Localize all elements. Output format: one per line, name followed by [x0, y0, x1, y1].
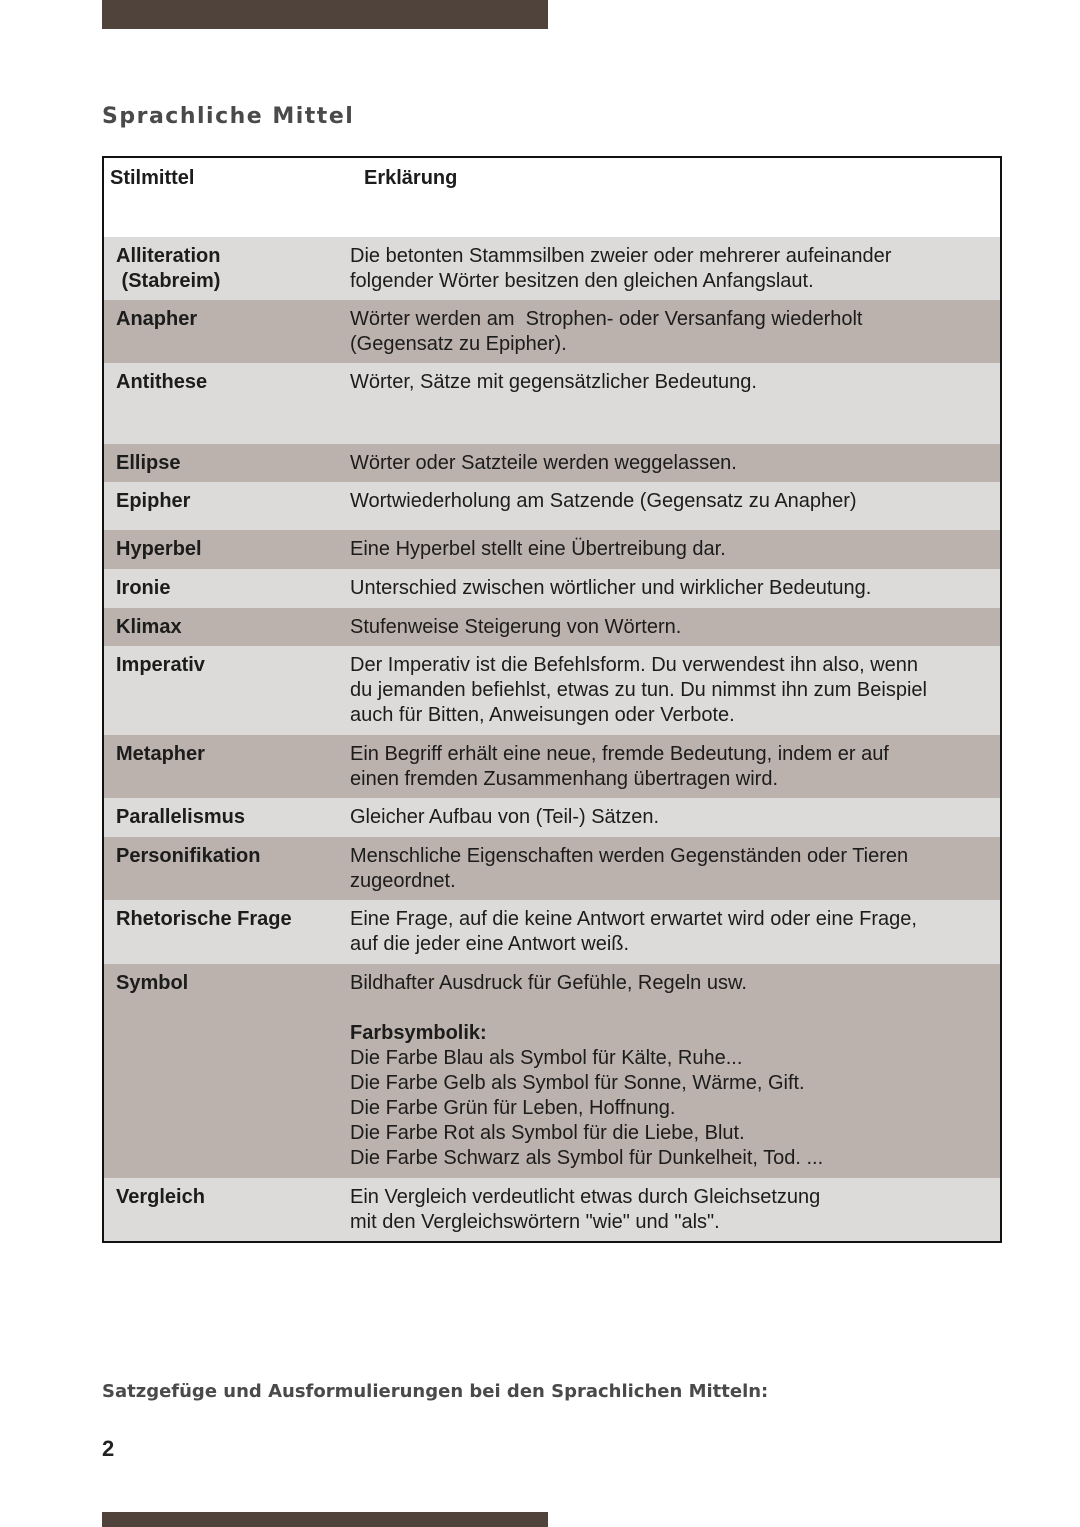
explanation-cell: Bildhafter Ausdruck für Gefühle, Regeln usw. Farbsymbolik: Die Farbe Blau als Symbol für Kälte, Ruhe... Die Farbe Gelb als Symbol für Sonne, Wärme, Gift. Die Farbe Grün für Leben, Hoffnung. Die Farbe Rot als Symbol für die Liebe, Blut. Die Farbe Schwarz als Symbol für Dunkelheit, Tod. ... — [344, 964, 1000, 1178]
header-stilmittel: Stilmittel — [110, 167, 195, 189]
table-row — [104, 363, 1000, 444]
stylistic-devices-table — [102, 156, 1002, 1243]
table-row — [104, 530, 1000, 569]
explanation-cell: Die betonten Stammsilben zweier oder mehrerer aufeinander folgender Wörter besitzen den gleichen Anfangslaut. — [350, 245, 892, 292]
term-cell: Epipher — [116, 490, 191, 512]
farbsymbolik-heading: Farbsymbolik: — [350, 1022, 487, 1044]
bottom-decor-bar — [102, 1512, 548, 1527]
section-title: Sprachliche Mittel — [102, 104, 355, 129]
header-erklaerung: Erklärung — [364, 167, 458, 189]
term-cell: Rhetorische Frage — [116, 908, 292, 930]
explanation-cell: Menschliche Eigenschaften werden Gegenständen oder Tieren zugeordnet. — [350, 845, 909, 892]
explanation-cell: Ein Vergleich verdeutlicht etwas durch Gleichsetzung mit den Vergleichswörtern "wie" und "als". — [350, 1186, 821, 1233]
table-row — [104, 798, 1000, 837]
table-row — [104, 735, 1000, 798]
table-row — [104, 646, 1000, 735]
term-cell: Ellipse — [116, 452, 181, 474]
term-cell: Anapher — [116, 308, 198, 330]
term-cell: Symbol — [116, 972, 189, 994]
table-row — [104, 1178, 1000, 1241]
table-row — [104, 300, 1000, 363]
table-row — [104, 608, 1000, 646]
term-cell: Antithese — [116, 371, 208, 393]
explanation-cell: Gleicher Aufbau von (Teil-) Sätzen. — [350, 806, 660, 828]
explanation-cell: Wörter, Sätze mit gegensätzlicher Bedeutung. — [350, 371, 757, 393]
explanation-cell: Unterschied zwischen wörtlicher und wirklicher Bedeutung. — [350, 577, 872, 599]
table-row — [104, 237, 1000, 300]
explanation-cell: Wörter werden am Strophen- oder Versanfang wiederholt (Gegensatz zu Epipher). — [350, 308, 863, 355]
term-cell: Ironie — [116, 577, 171, 599]
table-row — [104, 837, 1000, 900]
explanation-cell: Der Imperativ ist die Befehlsform. Du verwendest ihn also, wenn du jemanden befiehlst, etwas zu tun. Du nimmst ihn zum Beispiel auch für Bitten, Anweisungen oder Verbote. — [350, 654, 927, 726]
table-row — [104, 900, 1000, 964]
top-decor-bar — [102, 0, 548, 29]
table-row — [104, 569, 1000, 608]
term-cell: Klimax — [116, 616, 182, 638]
page-number: 2 — [102, 1436, 115, 1461]
term-cell: Parallelismus — [116, 806, 245, 828]
term-cell: Hyperbel — [116, 538, 202, 560]
spacer — [350, 996, 986, 1021]
explanation-cell: Eine Frage, auf die keine Antwort erwartet wird oder eine Frage, auf die jeder eine Antwort weiß. — [350, 908, 917, 955]
table-header-row — [104, 158, 1000, 237]
term-cell: Vergleich — [116, 1186, 205, 1208]
explanation-cell: Stufenweise Steigerung von Wörtern. — [350, 616, 682, 638]
explanation-cell: Wörter oder Satzteile werden weggelassen. — [350, 452, 737, 474]
term-cell: Personifikation — [116, 845, 261, 867]
footer-heading: Satzgefüge und Ausformulierungen bei den Sprachlichen Mitteln: — [102, 1381, 769, 1402]
term-cell: Alliteration (Stabreim) — [116, 245, 221, 292]
term-cell: Metapher — [116, 743, 205, 765]
term-cell: Imperativ — [116, 654, 205, 676]
table-row — [104, 964, 1000, 1178]
table-row — [104, 444, 1000, 482]
explanation-cell: Wortwiederholung am Satzende (Gegensatz zu Anapher) — [350, 490, 857, 512]
explanation-cell: Ein Begriff erhält eine neue, fremde Bedeutung, indem er auf einen fremden Zusammenhang übertragen wird. — [350, 743, 889, 790]
table-row — [104, 482, 1000, 530]
explanation-cell: Eine Hyperbel stellt eine Übertreibung dar. — [350, 538, 726, 560]
